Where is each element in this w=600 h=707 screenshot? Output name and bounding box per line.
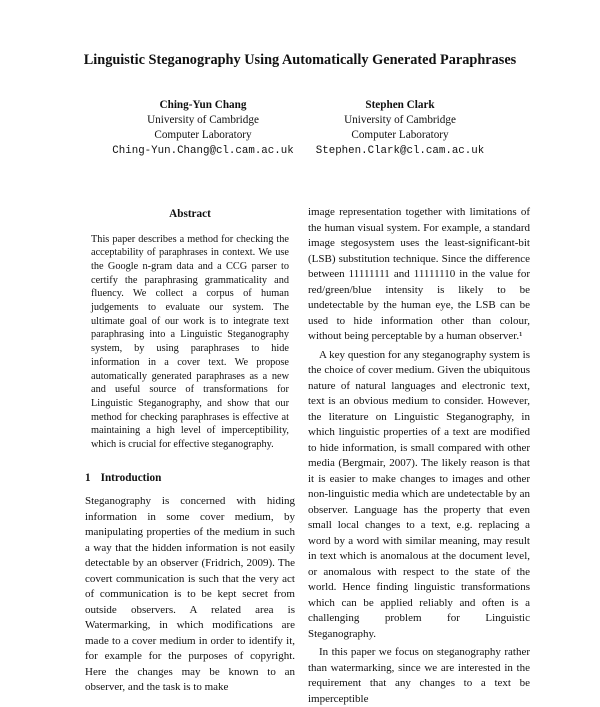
author-email: Ching-Yun.Chang@cl.cam.ac.uk [112, 144, 294, 157]
abstract-heading: Abstract [169, 208, 211, 220]
abstract-text: This paper describes a method for checking the acceptability of paraphrases in context. We use the Google n-gram data and a CCG parser to certify the paraphrasing grammaticality and fluency. We collect a corpus of human judgements to evaluate our system. The ultimate goal of our work is to integrate text paraphrasing into a Linguistic Steganography system, by using paraphrases to hide information in a cover text. We propose automatically generated paraphrases as a new and useful source of transformations for Linguistic Steganography, and show that our method for checking paraphrases is effective at maintaining a high level of imperceptibility, which is crucial for effective steganography. [91, 233, 289, 451]
author-affiliation: University of Cambridge [344, 114, 456, 127]
intro-paragraph: Steganography is concerned with hiding information in some cover medium, by manipulating properties of the medium in such a way that the hidden information is not easily detectable by an observer (Fridrich, 2009). The covert communication is such that the very act of communication is to be kept secret from outside observers. A related area is Watermarking, in which modifications are made to a cover medium in order to identify it, for example for the purposes of copyright. Here the changes may be known to an observer, and the task is to make [85, 495, 295, 694]
section-number: 1 [85, 471, 91, 484]
author-name: Stephen Clark [365, 99, 435, 111]
author-block-1 [88, 98, 318, 159]
author-department: Computer Laboratory [154, 129, 252, 142]
author-department: Computer Laboratory [351, 129, 449, 142]
author-block-2 [285, 98, 515, 159]
left-column [85, 207, 295, 696]
author-affiliation: University of Cambridge [147, 114, 259, 127]
body-paragraph-3: In this paper we focus on steganography rather than watermarking, since we are interested in the requirement that any changes to a text be imperceptible [308, 646, 530, 705]
author-name: Ching-Yun Chang [159, 99, 247, 111]
body-paragraph-2: A key question for any steganography system is the choice of cover medium. Given the ubiquitous nature of natural languages and electronic text, text is an obvious medium to consider. However, the literature on Linguistic Steganography, in which linguistic properties of a text are modified to hide information, is small compared with other media (Bergmair, 2007). The likely reason is that it is easier to make changes to images and other non-linguistic media which are undetectable by an observer. Language has the property that even small local changes to a text, e.g. replacing a word by a word with similar meaning, may result in text which is anomalous at the document level, or anomalous with respect to the state of the world. Hence finding linguistic transformations which can be applied reliably and often is a challenging problem for Linguistic Steganography. [308, 348, 530, 640]
paper-title: Linguistic Steganography Using Automatically Generated Paraphrases [83, 52, 517, 68]
body-paragraph-1: image representation together with limitations of the human visual system. For example, a standard image stegosystem uses the least-significant-bit (LSB) substitution technique. Since the difference between 11111111 and 11111110 in the value for red/green/blue intensity is likely to be undetectable by the human eye, the LSB can be used to hide information other than colour, without being perceptable by a human observer.¹ [308, 206, 530, 342]
right-column [308, 205, 530, 707]
section-title: Introduction [100, 471, 162, 484]
section-heading [85, 471, 295, 487]
author-email: Stephen.Clark@cl.cam.ac.uk [315, 144, 485, 157]
